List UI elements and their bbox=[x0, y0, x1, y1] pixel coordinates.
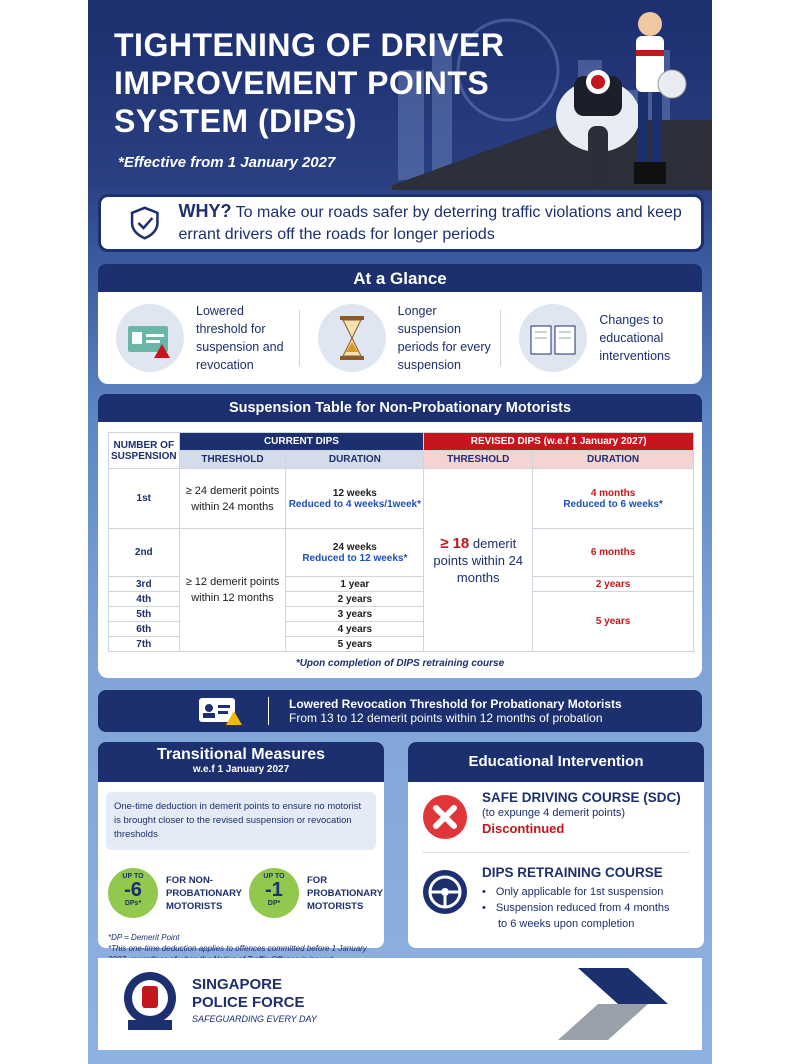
steering-wheel-icon bbox=[422, 869, 468, 915]
hourglass-icon bbox=[318, 304, 386, 372]
up-to-label: UP TO bbox=[263, 873, 285, 880]
revised-duration-cell bbox=[533, 469, 694, 529]
deduction-non-probationary bbox=[108, 868, 241, 918]
revised-duration-cell: 2 years bbox=[533, 577, 694, 592]
revised-threshold-text: demerit points within 24 months bbox=[433, 535, 524, 585]
educational-intervention-panel bbox=[408, 742, 704, 948]
title-line-2: IMPROVEMENT POINTS bbox=[114, 65, 490, 101]
row-label: 2nd bbox=[109, 529, 180, 577]
current-duration-cell: 5 years bbox=[286, 637, 424, 652]
sdc-title: SAFE DRIVING COURSE (SDC) bbox=[482, 790, 681, 805]
deduction-unit: DPs* bbox=[124, 900, 142, 907]
divider bbox=[422, 852, 690, 853]
row-label: 4th bbox=[109, 592, 180, 607]
glance-item-threshold bbox=[98, 302, 299, 374]
row-label: 1st bbox=[109, 469, 180, 529]
list-item: • Only applicable for 1st suspension bbox=[482, 884, 670, 900]
list-item: • Suspension reduced from 4 months bbox=[482, 900, 670, 916]
transitional-subtitle: w.e.f 1 January 2027 bbox=[192, 764, 290, 775]
transitional-measures-panel bbox=[98, 742, 384, 953]
header-duration: DURATION bbox=[533, 451, 694, 469]
revised-threshold-value: ≥ 18 bbox=[440, 534, 470, 552]
retraining-bullets bbox=[482, 884, 670, 932]
suspension-table-panel bbox=[98, 422, 702, 678]
revised-duration-cell: 6 months bbox=[533, 529, 694, 577]
header-threshold: THRESHOLD bbox=[179, 451, 286, 469]
police-crest-logo bbox=[120, 968, 180, 1034]
glance-item-education bbox=[501, 304, 702, 372]
current-threshold-cell: ≥ 12 demerit points within 12 months bbox=[179, 529, 286, 652]
sdc-subtitle: (to expunge 4 demerit points) bbox=[482, 807, 626, 819]
duration-note: Reduced to 12 weeks* bbox=[302, 552, 408, 564]
deduction-row bbox=[98, 860, 384, 926]
current-duration-cell bbox=[286, 469, 424, 529]
cross-icon bbox=[422, 794, 468, 840]
deduction-unit: DP* bbox=[267, 900, 281, 907]
footnote-dp: *DP = Demerit Point bbox=[108, 933, 180, 942]
duration-value: 24 weeks bbox=[332, 541, 377, 553]
duration-value: 12 weeks bbox=[332, 487, 377, 499]
why-description: To make our roads safer by deterring traffic violations and keep errant drivers off the roads for longer periods bbox=[178, 204, 682, 243]
row-label: 3rd bbox=[109, 577, 180, 592]
current-duration-cell: 4 years bbox=[286, 622, 424, 637]
suspension-table bbox=[108, 432, 694, 652]
deduction-value: -1 bbox=[265, 879, 283, 901]
id-card-warning-icon bbox=[198, 697, 242, 725]
glance-heading: At a Glance bbox=[98, 264, 702, 294]
table-row bbox=[109, 469, 694, 529]
revocation-title: Lowered Revocation Threshold for Probationary Motorists bbox=[289, 697, 622, 711]
title-line-3: SYSTEM (DIPS) bbox=[114, 103, 357, 139]
current-duration-cell bbox=[286, 529, 424, 577]
glance-item-suspension bbox=[300, 302, 501, 374]
suspension-table-heading: Suspension Table for Non-Probationary Motorists bbox=[98, 394, 702, 422]
row-label: 5th bbox=[109, 607, 180, 622]
transitional-heading bbox=[98, 742, 384, 782]
footer bbox=[98, 958, 702, 1050]
org-tagline: SAFEGUARDING EVERY DAY bbox=[192, 1014, 317, 1024]
retraining-title: DIPS RETRAINING COURSE bbox=[482, 865, 663, 880]
page-title bbox=[114, 26, 574, 140]
current-threshold-cell: ≥ 24 demerit points within 24 months bbox=[179, 469, 286, 529]
title-line-1: TIGHTENING OF DRIVER bbox=[114, 27, 505, 63]
row-label: 6th bbox=[109, 622, 180, 637]
org-name-line-1: SINGAPORE bbox=[192, 976, 283, 993]
chevron-graphic bbox=[558, 968, 678, 1040]
current-duration-cell: 3 years bbox=[286, 607, 424, 622]
why-banner bbox=[98, 194, 704, 252]
up-to-label: UP TO bbox=[122, 873, 144, 880]
revocation-description: From 13 to 12 demerit points within 12 months of probation bbox=[289, 711, 603, 725]
deduction-badge bbox=[249, 868, 299, 918]
transitional-note: One-time deduction in demerit points to ensure no motorist is brought closer to the revised suspension or revocation thresholds bbox=[106, 792, 376, 850]
transitional-title: Transitional Measures bbox=[156, 746, 326, 763]
header-revised-dips: REVISED DIPS (w.e.f 1 January 2027) bbox=[424, 433, 694, 451]
book-icon bbox=[519, 304, 587, 372]
row-label: 7th bbox=[109, 637, 180, 652]
header-current-dips: CURRENT DIPS bbox=[179, 433, 424, 451]
header-number-of-suspension: NUMBER OF SUSPENSION bbox=[109, 433, 180, 469]
revocation-banner bbox=[98, 690, 702, 732]
duration-note: Reduced to 6 weeks* bbox=[563, 498, 663, 510]
org-name-line-2: POLICE FORCE bbox=[192, 994, 305, 1011]
revised-duration-cell: 5 years bbox=[533, 592, 694, 652]
duration-note: Reduced to 4 weeks/1week* bbox=[288, 498, 421, 510]
license-card-icon bbox=[116, 304, 184, 372]
glance-item-label: Changes to educational interventions bbox=[599, 313, 671, 363]
why-text bbox=[179, 200, 702, 246]
why-label: WHY? bbox=[178, 201, 232, 221]
deduction-label: FOR PROBATIONARY MOTORISTS bbox=[307, 874, 383, 912]
revocation-text bbox=[289, 697, 622, 725]
deduction-probationary bbox=[249, 868, 382, 918]
header-threshold: THRESHOLD bbox=[424, 451, 533, 469]
glance-panel bbox=[98, 292, 702, 384]
retraining-item bbox=[408, 857, 704, 940]
retraining-text bbox=[482, 865, 670, 932]
deduction-value: -6 bbox=[124, 879, 142, 901]
sdc-status: Discontinued bbox=[482, 821, 565, 836]
org-name bbox=[192, 976, 305, 1012]
current-duration-cell: 1 year bbox=[286, 577, 424, 592]
table-row bbox=[109, 529, 694, 577]
list-item-continuation: to 6 weeks upon completion bbox=[498, 918, 635, 930]
shield-check-icon bbox=[127, 197, 163, 249]
sdc-item bbox=[408, 782, 704, 848]
glance-item-label: Lowered threshold for suspension and revocation bbox=[196, 304, 284, 372]
current-duration-cell: 2 years bbox=[286, 592, 424, 607]
educational-heading: Educational Intervention bbox=[408, 742, 704, 782]
footnote-deduction: *This one-time deduction applies to offences committed before 1 January bbox=[108, 944, 367, 953]
revised-threshold-cell bbox=[424, 469, 533, 652]
effective-date-subtitle: *Effective from 1 January 2027 bbox=[118, 154, 336, 171]
sdc-text bbox=[482, 790, 681, 840]
table-footnote: *Upon completion of DIPS retraining course bbox=[295, 658, 505, 669]
glance-item-label: Longer suspension periods for every suspension bbox=[397, 304, 491, 372]
duration-value: 4 months bbox=[590, 487, 636, 499]
deduction-label: FOR NON-PROBATIONARY MOTORISTS bbox=[166, 874, 242, 912]
divider bbox=[268, 697, 269, 725]
header-duration: DURATION bbox=[286, 451, 424, 469]
infographic-poster bbox=[88, 0, 712, 1064]
deduction-badge bbox=[108, 868, 158, 918]
